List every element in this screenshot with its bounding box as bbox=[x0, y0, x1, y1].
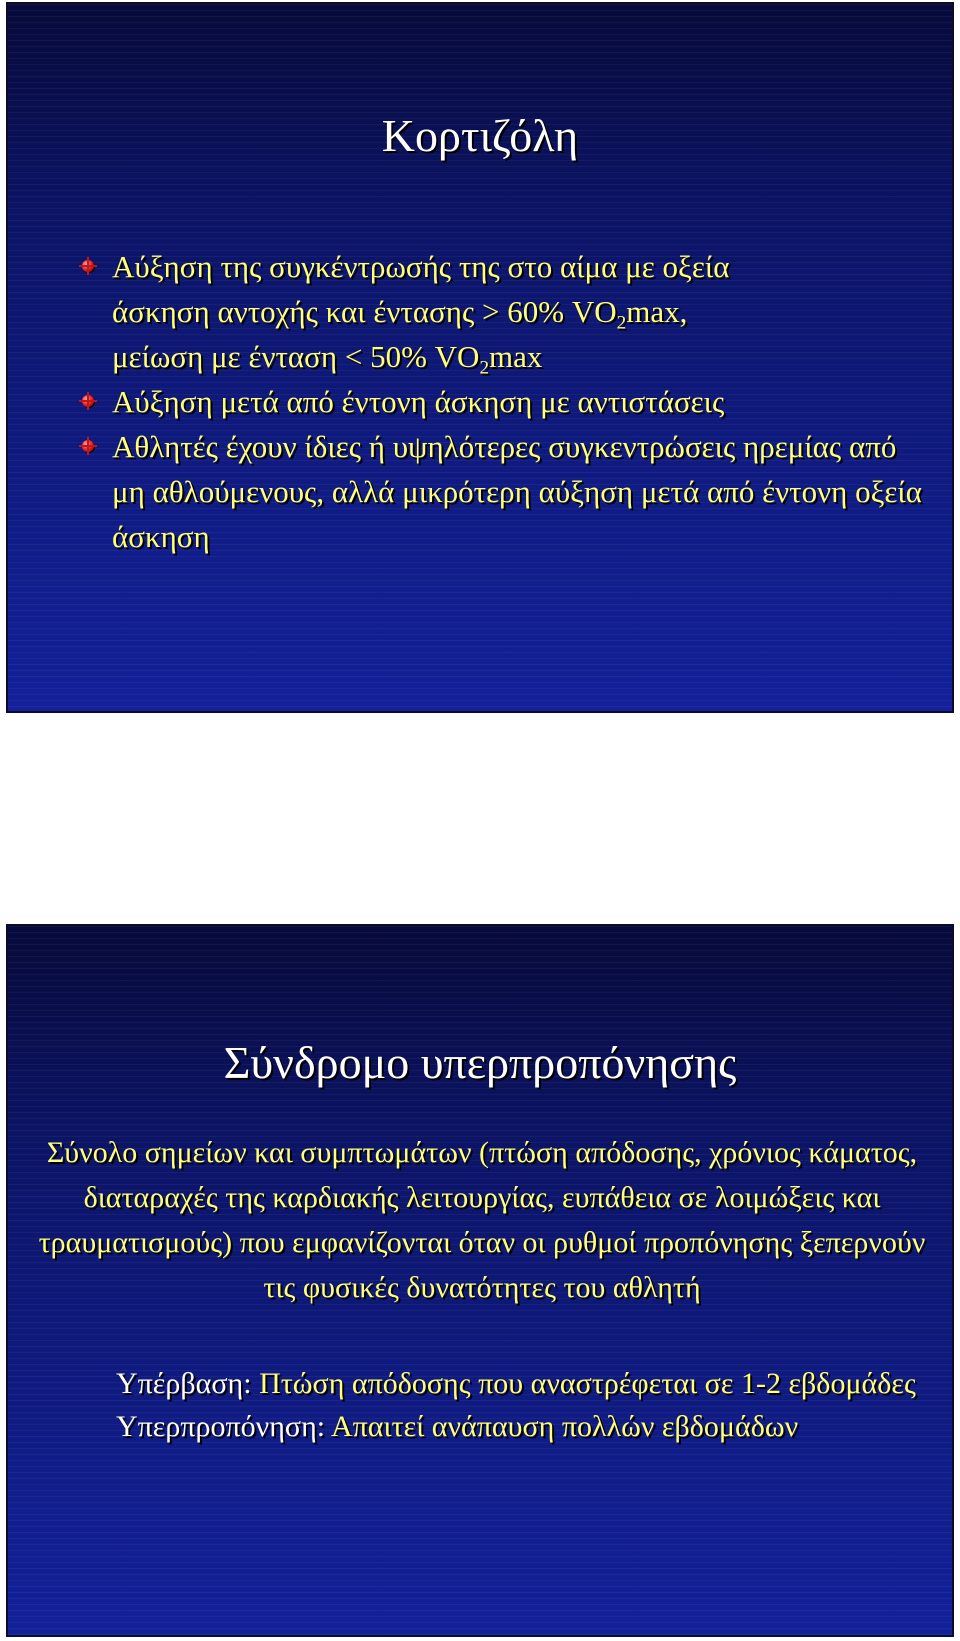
bullet-text: Αύξηση της συγκέντρωσής της στο αίμα με οξεία άσκηση αντοχής και έντασης > 60% $VO_2\max$, μείωση με ένταση < 50% $VO_2\max$ bbox=[112, 249, 730, 379]
definition-text: Σύνολο σημείων και συμπτωμάτων (πτώση απόδοσης, χρόνιος κάματος, διαταραχές της καρδιακής λειτουργίας, ευπάθεια σε λοιμώξεις και τραυματισμούς) που εμφανίζονται όταν οι ρυθμοί προπόνησης ξεπερνούν τις φυσικές δυνατότητες του αθλητή bbox=[38, 1136, 926, 1304]
slide-title: Κορτιζόλη bbox=[381, 110, 579, 161]
note-text: Απαιτεί ανάπαυση πολλών εβδομάδων bbox=[325, 1410, 799, 1443]
bullet-icon bbox=[82, 440, 94, 452]
bullet-icon bbox=[82, 395, 94, 407]
note-overreaching bbox=[116, 1362, 916, 1405]
bullet-item bbox=[76, 244, 936, 379]
bullet-list bbox=[76, 244, 936, 559]
bullet-item bbox=[76, 379, 936, 424]
note-text: Πτώση απόδοσης που αναστρέφεται σε 1-2 εβδομάδες bbox=[251, 1367, 916, 1400]
slide-overtraining bbox=[6, 924, 954, 1637]
bullet-text: Αύξηση μετά από έντονη άσκηση με αντιστάσεις bbox=[112, 384, 725, 419]
bullet-item bbox=[76, 424, 936, 559]
bullet-icon bbox=[82, 260, 94, 272]
bullet-text: Αθλητές έχουν ίδιες ή υψηλότερες συγκεντρώσεις ηρεμίας από μη αθλούμενους, αλλά μικρότερη αύξηση μετά από έντονη οξεία άσκηση bbox=[112, 429, 922, 554]
note-overtraining bbox=[116, 1405, 916, 1448]
slide-title: Σύνδρομο υπερπροπόνησης bbox=[223, 1037, 737, 1088]
note-label: Υπερπροπόνηση: bbox=[116, 1410, 326, 1443]
notes-block bbox=[116, 1362, 916, 1448]
slide-cortisol bbox=[6, 2, 954, 713]
note-label: Υπέρβαση: bbox=[116, 1367, 252, 1400]
